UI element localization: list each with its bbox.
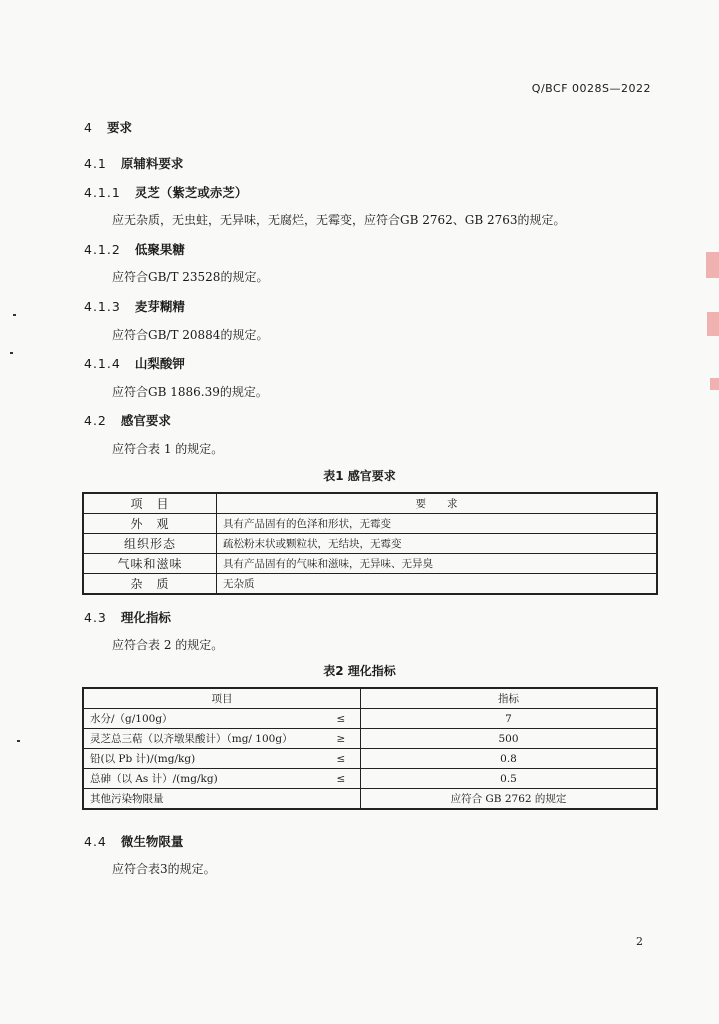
table2-cell-item: 灵芝总三萜（以齐墩果酸计）（mg/ 100g） bbox=[83, 729, 322, 749]
table2-cell-sign: ≤ bbox=[322, 709, 361, 729]
table2-cell-value: 7 bbox=[361, 709, 658, 729]
table2-cell-sign: ≤ bbox=[322, 749, 361, 769]
table2-cell-item: 水分/（g/100g） bbox=[83, 709, 322, 729]
heading-4: 4 要求 bbox=[84, 120, 132, 135]
table-row bbox=[83, 749, 657, 769]
table2-cell-sign: ≥ bbox=[322, 729, 361, 749]
table-row bbox=[83, 514, 657, 534]
heading-4-1-3: 4.1.3 麦芽糊精 bbox=[84, 299, 185, 314]
heading-4-1: 4.1 原辅料要求 bbox=[84, 156, 184, 171]
heading-4-3: 4.3 理化指标 bbox=[84, 610, 171, 625]
table-header-row bbox=[83, 688, 657, 709]
text-4-1-4: 应符合GB 1886.39的规定。 bbox=[112, 385, 268, 399]
table2-cell-value: 0.8 bbox=[361, 749, 658, 769]
table2-cell-value: 0.5 bbox=[361, 769, 658, 789]
table2-cell-value: 应符合 GB 2762 的规定 bbox=[361, 789, 658, 810]
text-4-1-2: 应符合GB/T 23528的规定。 bbox=[112, 270, 269, 284]
table2-header-index: 指标 bbox=[361, 688, 658, 709]
table1-caption: 表1 感官要求 bbox=[323, 469, 396, 483]
heading-4-4: 4.4 微生物限量 bbox=[84, 834, 184, 849]
table1-cell-item: 外 观 bbox=[83, 514, 217, 534]
sensory-requirements-table bbox=[82, 492, 658, 595]
table1-cell-requirement: 具有产品固有的气味和滋味，无异味、无异臭 bbox=[217, 554, 658, 574]
table2-header-item: 项目 bbox=[83, 688, 361, 709]
table2-cell-item: 铅(以 Pb 计)/(mg/kg) bbox=[83, 749, 322, 769]
table-row bbox=[83, 574, 657, 595]
table-row bbox=[83, 729, 657, 749]
text-4-1-3: 应符合GB/T 20884的规定。 bbox=[112, 328, 269, 342]
seal-fragment bbox=[710, 378, 719, 390]
heading-4-1-1: 4.1.1 灵芝（紫芝或赤芝） bbox=[84, 185, 248, 200]
document-number: Q/BCF 0028S—2022 bbox=[531, 82, 651, 95]
table-row bbox=[83, 534, 657, 554]
table-row bbox=[83, 769, 657, 789]
scan-speck bbox=[10, 352, 13, 354]
table2-cell-value: 500 bbox=[361, 729, 658, 749]
table1-cell-requirement: 疏松粉末状或颗粒状，无结块，无霉变 bbox=[217, 534, 658, 554]
table1-header-item: 项 目 bbox=[83, 493, 217, 514]
scan-speck bbox=[17, 740, 20, 742]
text-4-3: 应符合表 2 的规定。 bbox=[112, 638, 224, 652]
table2-cell-item: 总砷（以 As 计）/(mg/kg) bbox=[83, 769, 322, 789]
table1-cell-requirement: 无杂质 bbox=[217, 574, 658, 595]
physicochemical-index-table bbox=[82, 687, 658, 810]
table1-cell-item: 杂 质 bbox=[83, 574, 217, 595]
heading-4-1-4: 4.1.4 山梨酸钾 bbox=[84, 356, 185, 371]
table-row bbox=[83, 709, 657, 729]
heading-4-1-2: 4.1.2 低聚果糖 bbox=[84, 242, 185, 257]
text-4-2: 应符合表 1 的规定。 bbox=[112, 442, 224, 456]
page-number: 2 bbox=[636, 935, 643, 948]
seal-fragment bbox=[707, 312, 719, 336]
table2-cell-sign: ≤ bbox=[322, 769, 361, 789]
heading-4-2: 4.2 感官要求 bbox=[84, 413, 171, 428]
seal-fragment bbox=[706, 252, 719, 278]
table1-header-requirement: 要 求 bbox=[217, 493, 658, 514]
table-row bbox=[83, 789, 657, 810]
table-row bbox=[83, 554, 657, 574]
table2-cell-item: 其他污染物限量 bbox=[83, 789, 322, 810]
table2-cell-sign bbox=[322, 789, 361, 810]
table1-cell-requirement: 具有产品固有的色泽和形状，无霉变 bbox=[217, 514, 658, 534]
scan-speck bbox=[13, 314, 16, 316]
text-4-1-1: 应无杂质，无虫蛀，无异味，无腐烂，无霉变，应符合GB 2762、GB 2763的规定。 bbox=[112, 213, 566, 227]
text-4-4: 应符合表3的规定。 bbox=[112, 862, 216, 876]
table1-cell-item: 组织形态 bbox=[83, 534, 217, 554]
table1-cell-item: 气味和滋味 bbox=[83, 554, 217, 574]
table2-caption: 表2 理化指标 bbox=[323, 664, 396, 678]
table-header-row bbox=[83, 493, 657, 514]
